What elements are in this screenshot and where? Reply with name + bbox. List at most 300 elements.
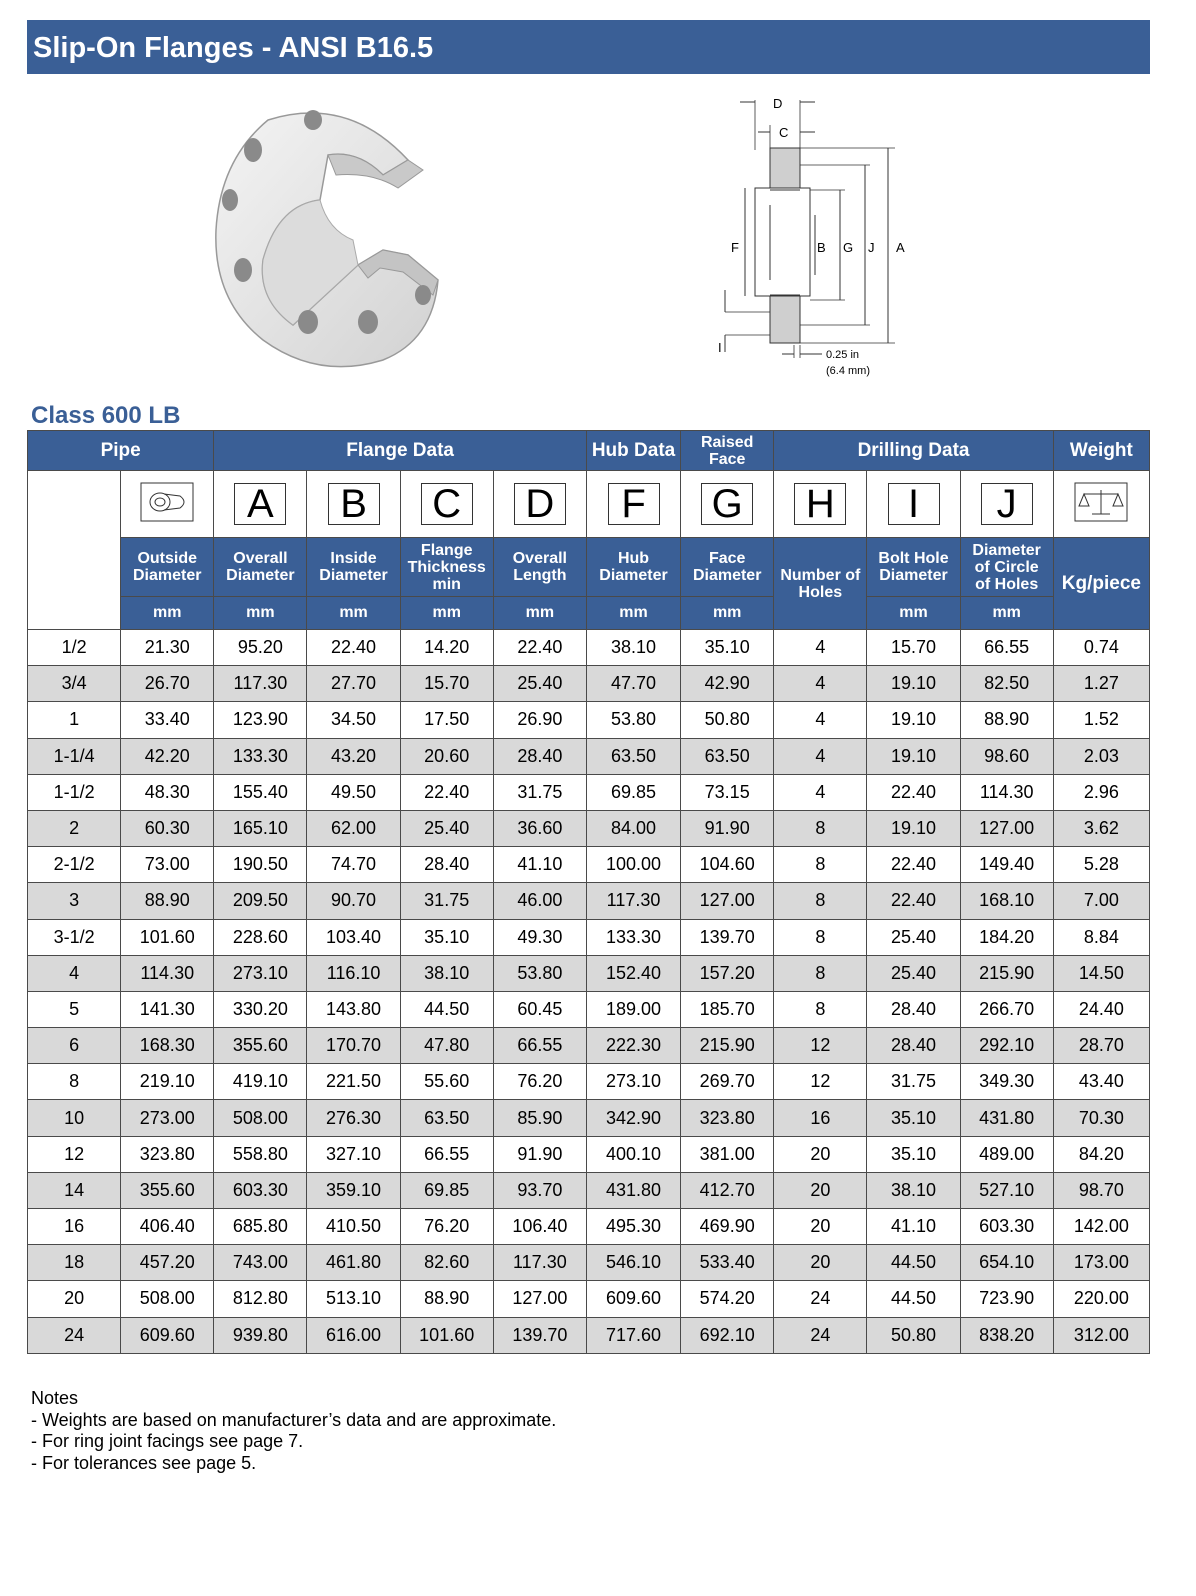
table-cell: 3 [28, 883, 121, 919]
table-cell: 127.00 [960, 810, 1053, 846]
table-cell: 42.20 [121, 738, 214, 774]
table-cell: 50.80 [867, 1317, 960, 1353]
table-cell: 3/4 [28, 666, 121, 702]
table-cell: 149.40 [960, 847, 1053, 883]
table-cell: 114.30 [121, 955, 214, 991]
col-face-diameter: Face Diameter [681, 538, 774, 597]
table-cell: 342.90 [586, 1100, 680, 1136]
table-cell: 461.80 [307, 1245, 400, 1281]
table-cell: 8.84 [1053, 919, 1149, 955]
table-cell: 16 [28, 1209, 121, 1245]
table-cell: 527.10 [960, 1172, 1053, 1208]
table-cell: 117.30 [586, 883, 680, 919]
table-cell: 19.10 [867, 738, 960, 774]
table-cell: 155.40 [214, 774, 307, 810]
table-cell: 90.70 [307, 883, 400, 919]
table-cell: 508.00 [121, 1281, 214, 1317]
table-cell: 273.10 [586, 1064, 680, 1100]
table-cell: 12 [774, 1064, 867, 1100]
table-cell: 35.10 [867, 1136, 960, 1172]
table-cell: 685.80 [214, 1209, 307, 1245]
table-cell: 15.70 [400, 666, 493, 702]
table-cell: 20 [774, 1136, 867, 1172]
table-cell: 168.30 [121, 1028, 214, 1064]
col-outside-diameter: Outside Diameter [121, 538, 214, 597]
table-cell: 513.10 [307, 1281, 400, 1317]
table-cell: 34.50 [307, 702, 400, 738]
notes [31, 1388, 556, 1474]
table-cell: 533.40 [681, 1245, 774, 1281]
table-cell: 412.70 [681, 1172, 774, 1208]
table-cell: 349.30 [960, 1064, 1053, 1100]
table-cell: 8 [774, 955, 867, 991]
table-cell: 330.20 [214, 991, 307, 1027]
nominal-pipe-size-header: Nominal Pipe Size [28, 471, 121, 630]
label-c: C [779, 125, 789, 140]
table-cell: 84.20 [1053, 1136, 1149, 1172]
table-cell: 101.60 [121, 919, 214, 955]
group-drilling-data: Drilling Data [774, 431, 1054, 471]
table-cell: 489.00 [960, 1136, 1053, 1172]
table-cell: 5.28 [1053, 847, 1149, 883]
table-cell: 88.90 [400, 1281, 493, 1317]
table-cell: 26.70 [121, 666, 214, 702]
table-cell: 400.10 [586, 1136, 680, 1172]
letter-i: I [867, 471, 960, 538]
table-cell: 22.40 [867, 847, 960, 883]
flange-spec-table [27, 430, 1150, 1354]
table-cell: 838.20 [960, 1317, 1053, 1353]
table-cell: 574.20 [681, 1281, 774, 1317]
table-cell: 91.90 [493, 1136, 586, 1172]
table-cell: 327.10 [307, 1136, 400, 1172]
group-pipe: Pipe [28, 431, 214, 471]
table-cell: 558.80 [214, 1136, 307, 1172]
table-cell: 127.00 [681, 883, 774, 919]
table-cell: 46.00 [493, 883, 586, 919]
table-cell: 21.30 [121, 630, 214, 666]
table-cell: 28.40 [400, 847, 493, 883]
table-cell: 939.80 [214, 1317, 307, 1353]
table-cell: 14 [28, 1172, 121, 1208]
table-cell: 27.70 [307, 666, 400, 702]
table-cell: 431.80 [586, 1172, 680, 1208]
table-cell: 85.90 [493, 1100, 586, 1136]
table-cell: 95.20 [214, 630, 307, 666]
col-flange-thickness: Flange Thickness min [400, 538, 493, 597]
table-cell: 185.70 [681, 991, 774, 1027]
table-cell: 812.80 [214, 1281, 307, 1317]
col-number-of-holes: Number of Holes [774, 538, 867, 630]
table-cell: 36.60 [493, 810, 586, 846]
table-cell: 98.70 [1053, 1172, 1149, 1208]
table-cell: 22.40 [493, 630, 586, 666]
table-cell: 123.90 [214, 702, 307, 738]
table-cell: 104.60 [681, 847, 774, 883]
table-cell: 495.30 [586, 1209, 680, 1245]
table-cell: 189.00 [586, 991, 680, 1027]
table-cell: 269.70 [681, 1064, 774, 1100]
table-cell: 12 [28, 1136, 121, 1172]
col-bolt-hole-diameter: Bolt Hole Diameter [867, 538, 960, 597]
unit-d: mm [493, 597, 586, 630]
table-cell: 723.90 [960, 1281, 1053, 1317]
table-cell: 219.10 [121, 1064, 214, 1100]
table-cell: 33.40 [121, 702, 214, 738]
table-cell: 41.10 [867, 1209, 960, 1245]
table-row [28, 1028, 1150, 1064]
letter-d: D [493, 471, 586, 538]
table-cell: 190.50 [214, 847, 307, 883]
table-cell: 0.74 [1053, 630, 1149, 666]
table-cell: 53.80 [586, 702, 680, 738]
table-cell: 323.80 [681, 1100, 774, 1136]
table-cell: 66.55 [493, 1028, 586, 1064]
table-cell: 100.00 [586, 847, 680, 883]
letter-j: J [960, 471, 1053, 538]
table-cell: 170.70 [307, 1028, 400, 1064]
table-cell: 66.55 [400, 1136, 493, 1172]
table-cell: 1 [28, 702, 121, 738]
table-cell: 15.70 [867, 630, 960, 666]
table-cell: 143.80 [307, 991, 400, 1027]
raised-face-note-mm: (6.4 mm) [826, 365, 870, 377]
table-row [28, 1281, 1150, 1317]
table-cell: 8 [774, 883, 867, 919]
table-cell: 16 [774, 1100, 867, 1136]
label-b: B [817, 240, 826, 255]
table-cell: 28.40 [493, 738, 586, 774]
table-cell: 220.00 [1053, 1281, 1149, 1317]
table-cell: 431.80 [960, 1100, 1053, 1136]
table-cell: 117.30 [214, 666, 307, 702]
table-cell: 133.30 [214, 738, 307, 774]
table-cell: 141.30 [121, 991, 214, 1027]
table-cell: 55.60 [400, 1064, 493, 1100]
table-cell: 24 [774, 1281, 867, 1317]
table-cell: 173.00 [1053, 1245, 1149, 1281]
table-row [28, 630, 1150, 666]
table-cell: 457.20 [121, 1245, 214, 1281]
table-cell: 184.20 [960, 919, 1053, 955]
table-cell: 47.70 [586, 666, 680, 702]
table-cell: 31.75 [493, 774, 586, 810]
table-cell: 24 [774, 1317, 867, 1353]
table-cell: 20 [774, 1245, 867, 1281]
table-cell: 28.70 [1053, 1028, 1149, 1064]
table-cell: 215.90 [681, 1028, 774, 1064]
table-cell: 692.10 [681, 1317, 774, 1353]
group-flange-data: Flange Data [214, 431, 587, 471]
table-cell: 6 [28, 1028, 121, 1064]
table-cell: 25.40 [867, 919, 960, 955]
table-cell: 44.50 [867, 1281, 960, 1317]
table-cell: 74.70 [307, 847, 400, 883]
col-inside-diameter: Inside Diameter [307, 538, 400, 597]
table-cell: 4 [774, 738, 867, 774]
table-cell: 609.60 [121, 1317, 214, 1353]
table-cell: 44.50 [400, 991, 493, 1027]
table-cell: 4 [28, 955, 121, 991]
table-cell: 20 [28, 1281, 121, 1317]
table-cell: 1/2 [28, 630, 121, 666]
table-cell: 1.52 [1053, 702, 1149, 738]
table-cell: 73.00 [121, 847, 214, 883]
table-cell: 323.80 [121, 1136, 214, 1172]
table-cell: 410.50 [307, 1209, 400, 1245]
table-cell: 53.80 [493, 955, 586, 991]
table-cell: 18 [28, 1245, 121, 1281]
page-title: Slip-On Flanges - ANSI B16.5 [33, 32, 434, 64]
letter-c: C [400, 471, 493, 538]
table-cell: 38.10 [586, 630, 680, 666]
table-row [28, 774, 1150, 810]
table-body [28, 630, 1150, 1354]
table-cell: 103.40 [307, 919, 400, 955]
table-cell: 66.55 [960, 630, 1053, 666]
table-cell: 82.50 [960, 666, 1053, 702]
table-cell: 35.10 [867, 1100, 960, 1136]
table-cell: 406.40 [121, 1209, 214, 1245]
table-row [28, 1172, 1150, 1208]
table-cell: 63.50 [586, 738, 680, 774]
table-row [28, 1209, 1150, 1245]
unit-b: mm [307, 597, 400, 630]
group-raised-face: Raised Face [681, 431, 774, 471]
table-cell: 4 [774, 630, 867, 666]
table-cell: 63.50 [681, 738, 774, 774]
table-cell: 8 [28, 1064, 121, 1100]
col-overall-length: Overall Length [493, 538, 586, 597]
table-cell: 49.30 [493, 919, 586, 955]
table-cell: 8 [774, 919, 867, 955]
table-cell: 50.80 [681, 702, 774, 738]
table-cell: 42.90 [681, 666, 774, 702]
col-bolt-circle-diameter: Diameter of Circle of Holes [960, 538, 1053, 597]
table-cell: 168.10 [960, 883, 1053, 919]
label-g: G [843, 240, 854, 255]
table-cell: 60.45 [493, 991, 586, 1027]
table-cell: 19.10 [867, 702, 960, 738]
group-hub-data: Hub Data [586, 431, 680, 471]
table-cell: 43.20 [307, 738, 400, 774]
dimension-diagram [710, 90, 950, 390]
table-row [28, 810, 1150, 846]
table-cell: 26.90 [493, 702, 586, 738]
table-cell: 88.90 [960, 702, 1053, 738]
table-row [28, 738, 1150, 774]
flange-illustration [208, 90, 453, 385]
table-cell: 43.40 [1053, 1064, 1149, 1100]
table-cell: 47.80 [400, 1028, 493, 1064]
table-cell: 70.30 [1053, 1100, 1149, 1136]
table-cell: 266.70 [960, 991, 1053, 1027]
table-cell: 25.40 [867, 955, 960, 991]
table-row [28, 883, 1150, 919]
table-cell: 381.00 [681, 1136, 774, 1172]
table-cell: 276.30 [307, 1100, 400, 1136]
unit-f: mm [586, 597, 680, 630]
table-cell: 10 [28, 1100, 121, 1136]
table-cell: 2.03 [1053, 738, 1149, 774]
letter-a: A [214, 471, 307, 538]
table-cell: 88.90 [121, 883, 214, 919]
table-cell: 114.30 [960, 774, 1053, 810]
table-cell: 19.10 [867, 666, 960, 702]
table-row [28, 919, 1150, 955]
table-cell: 106.40 [493, 1209, 586, 1245]
table-cell: 609.60 [586, 1281, 680, 1317]
table-cell: 2-1/2 [28, 847, 121, 883]
table-row [28, 1100, 1150, 1136]
table-cell: 3.62 [1053, 810, 1149, 846]
label-i: I [718, 340, 722, 355]
unit-a: mm [214, 597, 307, 630]
table-row [28, 955, 1150, 991]
table-cell: 142.00 [1053, 1209, 1149, 1245]
table-cell: 49.50 [307, 774, 400, 810]
table-row [28, 991, 1150, 1027]
table-cell: 116.10 [307, 955, 400, 991]
table-cell: 20 [774, 1209, 867, 1245]
table-cell: 62.00 [307, 810, 400, 846]
col-overall-diameter: Overall Diameter [214, 538, 307, 597]
table-cell: 228.60 [214, 919, 307, 955]
unit-od: mm [121, 597, 214, 630]
table-cell: 84.00 [586, 810, 680, 846]
table-cell: 31.75 [867, 1064, 960, 1100]
table-cell: 19.10 [867, 810, 960, 846]
note-item: - Weights are based on manufacturer’s data and are approximate. [31, 1409, 557, 1430]
table-cell: 133.30 [586, 919, 680, 955]
table-cell: 35.10 [400, 919, 493, 955]
table-cell: 1-1/4 [28, 738, 121, 774]
table-cell: 152.40 [586, 955, 680, 991]
table-cell: 25.40 [493, 666, 586, 702]
table-row [28, 847, 1150, 883]
table-cell: 20.60 [400, 738, 493, 774]
note-item: - For tolerances see page 5. [31, 1452, 257, 1473]
table-cell: 3-1/2 [28, 919, 121, 955]
table-cell: 209.50 [214, 883, 307, 919]
table-cell: 24 [28, 1317, 121, 1353]
letter-b: B [307, 471, 400, 538]
table-cell: 28.40 [867, 1028, 960, 1064]
letter-f: F [586, 471, 680, 538]
unit-i: mm [867, 597, 960, 630]
table-row [28, 1064, 1150, 1100]
table-cell: 221.50 [307, 1064, 400, 1100]
pipe-icon [121, 471, 214, 538]
table-cell: 48.30 [121, 774, 214, 810]
table-cell: 98.60 [960, 738, 1053, 774]
table-cell: 1-1/2 [28, 774, 121, 810]
table-cell: 2 [28, 810, 121, 846]
table-cell: 165.10 [214, 810, 307, 846]
table-cell: 292.10 [960, 1028, 1053, 1064]
col-weight: Kg/piece [1053, 538, 1149, 630]
table-cell: 139.70 [493, 1317, 586, 1353]
table-cell: 82.60 [400, 1245, 493, 1281]
table-cell: 12 [774, 1028, 867, 1064]
table-cell: 63.50 [400, 1100, 493, 1136]
table-cell: 38.10 [400, 955, 493, 991]
table-cell: 22.40 [867, 883, 960, 919]
table-cell: 654.10 [960, 1245, 1053, 1281]
table-cell: 4 [774, 702, 867, 738]
table-cell: 743.00 [214, 1245, 307, 1281]
table-cell: 4 [774, 666, 867, 702]
table-cell: 469.90 [681, 1209, 774, 1245]
table-cell: 101.60 [400, 1317, 493, 1353]
group-weight: Weight [1053, 431, 1149, 471]
table-cell: 76.20 [493, 1064, 586, 1100]
table-cell: 22.40 [867, 774, 960, 810]
table-cell: 717.60 [586, 1317, 680, 1353]
table-cell: 8 [774, 991, 867, 1027]
table-cell: 8 [774, 847, 867, 883]
class-title: Class 600 LB [31, 402, 181, 429]
table-cell: 127.00 [493, 1281, 586, 1317]
table-row [28, 1317, 1150, 1353]
label-d: D [773, 96, 783, 111]
table-cell: 22.40 [400, 774, 493, 810]
table-cell: 31.75 [400, 883, 493, 919]
table-cell: 14.50 [1053, 955, 1149, 991]
table-row [28, 1136, 1150, 1172]
table-cell: 69.85 [586, 774, 680, 810]
label-a: A [896, 240, 905, 255]
table-row [28, 702, 1150, 738]
table-cell: 22.40 [307, 630, 400, 666]
table-cell: 20 [774, 1172, 867, 1208]
table-cell: 616.00 [307, 1317, 400, 1353]
table-cell: 215.90 [960, 955, 1053, 991]
table-cell: 546.10 [586, 1245, 680, 1281]
table-cell: 73.15 [681, 774, 774, 810]
col-hub-diameter: Hub Diameter [586, 538, 680, 597]
table-cell: 5 [28, 991, 121, 1027]
table-cell: 2.96 [1053, 774, 1149, 810]
table-cell: 35.10 [681, 630, 774, 666]
letter-g: G [681, 471, 774, 538]
table-cell: 17.50 [400, 702, 493, 738]
note-item: - For ring joint facings see page 7. [31, 1431, 304, 1451]
table-row [28, 1245, 1150, 1281]
table-cell: 60.30 [121, 810, 214, 846]
table-cell: 28.40 [867, 991, 960, 1027]
table-cell: 91.90 [681, 810, 774, 846]
table-cell: 603.30 [960, 1209, 1053, 1245]
table-cell: 44.50 [867, 1245, 960, 1281]
unit-c: mm [400, 597, 493, 630]
table-cell: 76.20 [400, 1209, 493, 1245]
table-cell: 69.85 [400, 1172, 493, 1208]
table-cell: 41.10 [493, 847, 586, 883]
letter-h: H [774, 471, 867, 538]
table-cell: 508.00 [214, 1100, 307, 1136]
table-cell: 38.10 [867, 1172, 960, 1208]
table-cell: 25.40 [400, 810, 493, 846]
table-cell: 24.40 [1053, 991, 1149, 1027]
scale-icon [1053, 471, 1149, 538]
table-cell: 312.00 [1053, 1317, 1149, 1353]
unit-j: mm [960, 597, 1053, 630]
table-cell: 1.27 [1053, 666, 1149, 702]
table-cell: 222.30 [586, 1028, 680, 1064]
table-cell: 355.60 [214, 1028, 307, 1064]
table-cell: 7.00 [1053, 883, 1149, 919]
